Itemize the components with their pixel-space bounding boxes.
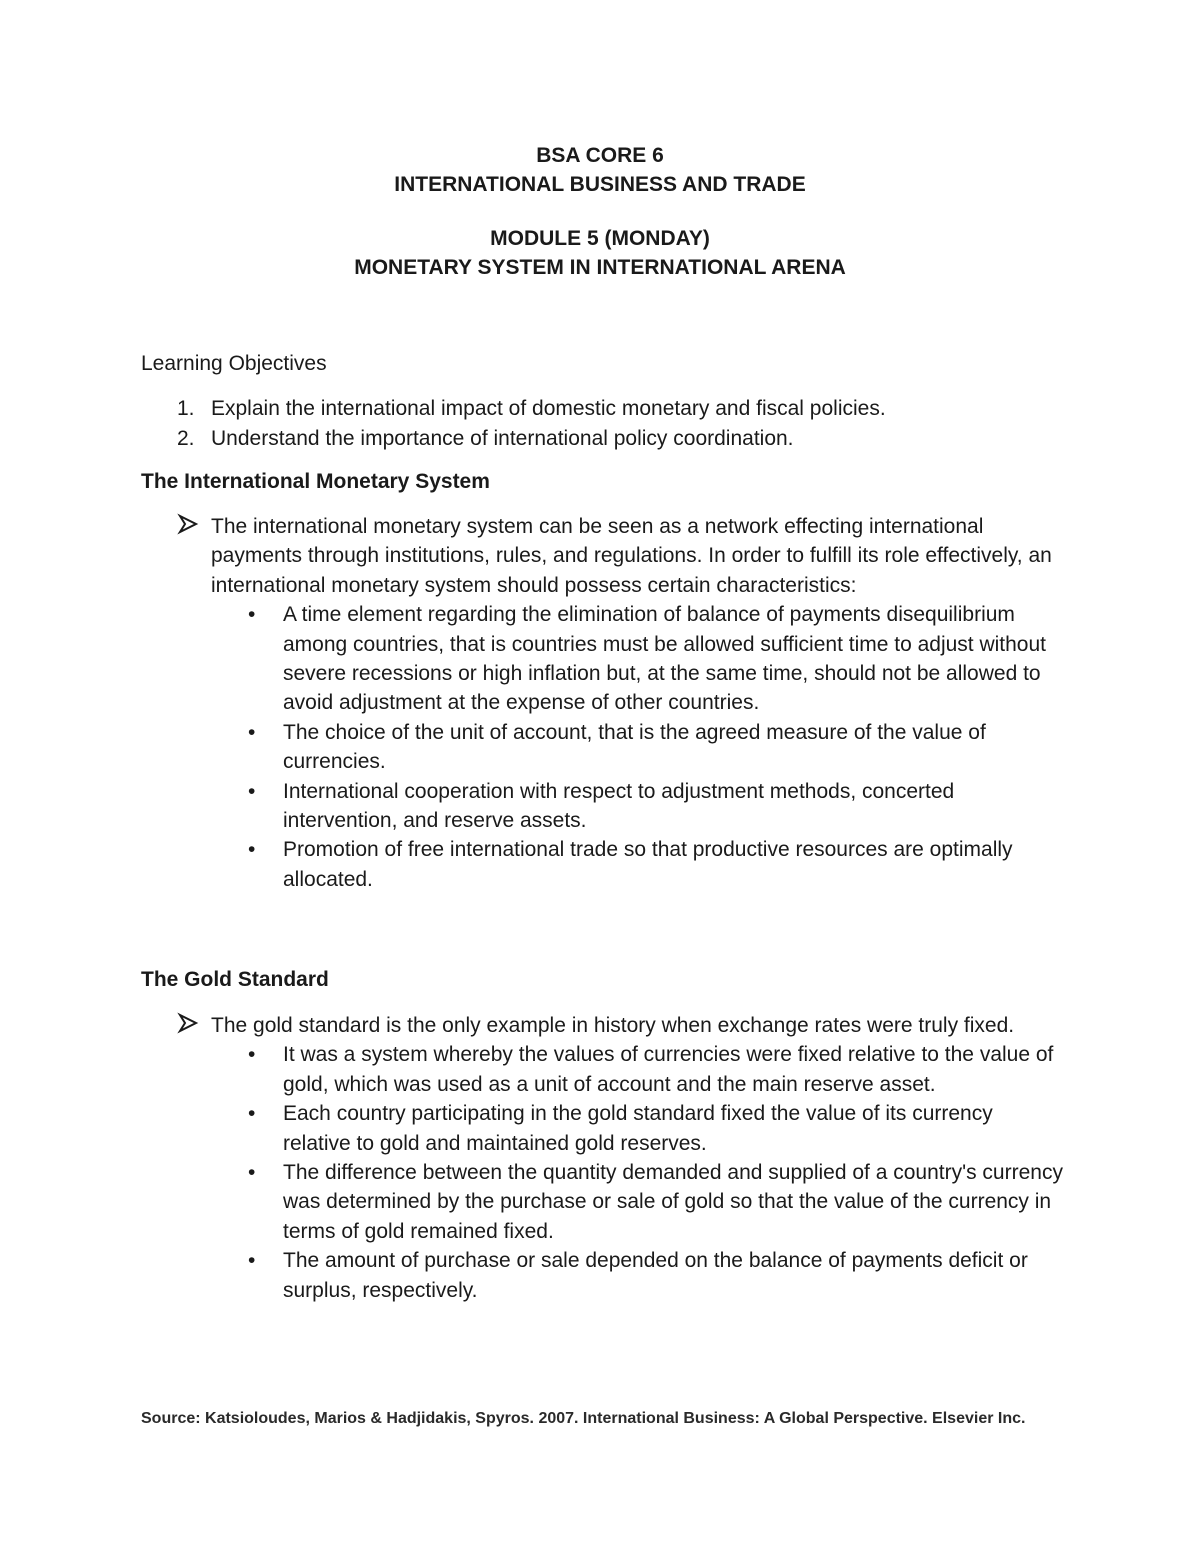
course-header xyxy=(0,141,1200,199)
bullet-list xyxy=(141,600,1066,894)
bullet-item xyxy=(141,835,1066,894)
bullet-text: The difference between the quantity demanded and supplied of a country's currency was determined by the purchase or sale of gold so that the value of the currency in terms of gold remained fixed. xyxy=(283,1161,1063,1243)
arrow-bullet-icon xyxy=(177,513,199,535)
arrow-bullet-icon xyxy=(177,1012,199,1034)
objective-item xyxy=(141,424,1101,454)
bullet-text: Each country participating in the gold standard fixed the value of its currency relative to gold and maintained gold reserves. xyxy=(283,1102,993,1155)
bullet-item xyxy=(141,600,1066,718)
course-code: BSA CORE 6 xyxy=(536,144,664,167)
objective-number: 2. xyxy=(177,427,195,450)
bullet-item xyxy=(141,777,1066,836)
learning-objectives xyxy=(141,349,1101,454)
arrow-paragraph-text: The gold standard is the only example in history when exchange rates were truly fixed. xyxy=(211,1014,1015,1037)
bullet-item xyxy=(141,718,1066,777)
bullet-item xyxy=(141,1040,1066,1099)
objective-item xyxy=(141,394,1101,424)
bullet-text: A time element regarding the elimination of balance of payments disequilibrium among countries, that is countries must be allowed sufficient time to adjust without severe recessions or high inflation but, at the same time, should not be allowed to avoid adjustment at the expense of other countries. xyxy=(283,603,1047,715)
objective-text: Explain the international impact of domestic monetary and fiscal policies. xyxy=(211,397,886,420)
bullet-dot: • xyxy=(248,1102,256,1126)
bullet-text: International cooperation with respect to adjustment methods, concerted intervention, and reserve assets. xyxy=(283,779,955,833)
arrow-paragraph-text: The international monetary system can be seen as a network effecting international payments through institutions, rules, and regulations. In order to fulfill its role effectively, an international monetary system should possess certain characteristics: xyxy=(211,515,1052,597)
bullet-item xyxy=(141,1099,1066,1158)
module-label: MODULE 5 (MONDAY) xyxy=(490,227,710,250)
module-title: MONETARY SYSTEM IN INTERNATIONAL ARENA xyxy=(354,256,846,279)
bullet-text: The choice of the unit of account, that is the agreed measure of the value of currencies. xyxy=(283,720,986,774)
bullet-dot: • xyxy=(248,838,256,862)
bullet-dot: • xyxy=(248,720,256,744)
bullet-item xyxy=(141,1158,1066,1246)
objective-number: 1. xyxy=(177,397,195,420)
section-heading-monetary-system: The International Monetary System xyxy=(141,470,490,493)
bullet-dot: • xyxy=(248,1249,256,1273)
course-title: INTERNATIONAL BUSINESS AND TRADE xyxy=(394,173,806,196)
objective-text: Understand the importance of international policy coordination. xyxy=(211,427,794,450)
bullet-dot: • xyxy=(248,603,256,627)
objectives-title: Learning Objectives xyxy=(141,352,327,375)
bullet-dot: • xyxy=(248,779,256,803)
arrow-paragraph xyxy=(141,1011,1066,1040)
source-citation: Source: Katsioloudes, Marios & Hadjidakis, Spyros. 2007. International Business: A Global Perspective. Elsevier Inc. xyxy=(141,1410,1026,1427)
bullet-item xyxy=(141,1246,1066,1305)
section-monetary-system-body xyxy=(141,512,1066,894)
bullet-dot: • xyxy=(248,1161,256,1185)
bullet-text: The amount of purchase or sale depended on the balance of payments deficit or surplus, respectively. xyxy=(283,1249,1028,1302)
bullet-list xyxy=(141,1040,1066,1305)
bullet-dot: • xyxy=(248,1043,256,1067)
bullet-text: It was a system whereby the values of currencies were fixed relative to the value of gold, which was used as a unit of account and the main reserve asset. xyxy=(283,1043,1054,1096)
bullet-text: Promotion of free international trade so that productive resources are optimally allocated. xyxy=(283,838,1013,891)
arrow-paragraph xyxy=(141,512,1066,600)
section-heading-gold-standard: The Gold Standard xyxy=(141,968,329,991)
section-gold-standard-body xyxy=(141,1011,1066,1305)
module-header xyxy=(0,224,1200,282)
